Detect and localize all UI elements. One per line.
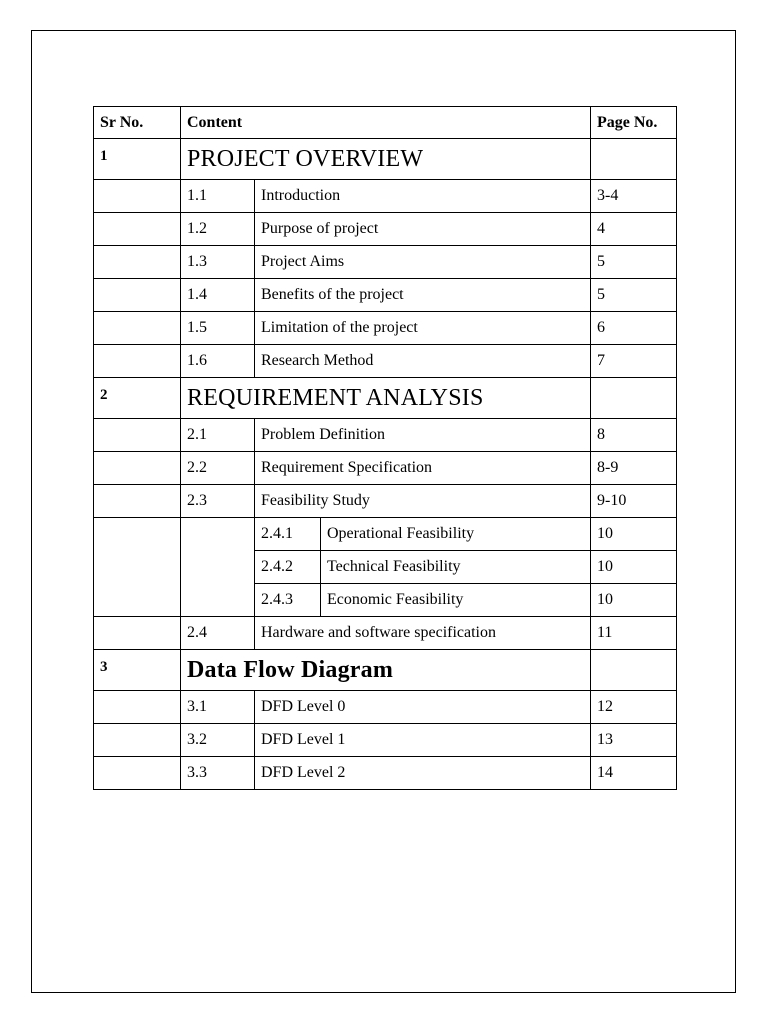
table-row bbox=[94, 279, 677, 312]
item-page: 8-9 bbox=[591, 452, 677, 485]
item-page: 7 bbox=[591, 345, 677, 378]
section-page bbox=[591, 139, 677, 180]
table-row bbox=[94, 345, 677, 378]
section-page bbox=[591, 378, 677, 419]
item-number: 3.2 bbox=[181, 724, 255, 757]
item-number: 3.1 bbox=[181, 691, 255, 724]
item-title: Research Method bbox=[255, 345, 591, 378]
item-title: Requirement Specification bbox=[255, 452, 591, 485]
section-title: PROJECT OVERVIEW bbox=[181, 139, 591, 180]
table-row bbox=[94, 724, 677, 757]
table-row bbox=[94, 246, 677, 279]
item-number: 2.3 bbox=[181, 485, 255, 518]
table-row bbox=[94, 180, 677, 213]
item-title: DFD Level 0 bbox=[255, 691, 591, 724]
section-row bbox=[94, 139, 677, 180]
table-row bbox=[94, 452, 677, 485]
item-page: 4 bbox=[591, 213, 677, 246]
item-number: 1.3 bbox=[181, 246, 255, 279]
section-number: 1 bbox=[94, 139, 181, 180]
subitem-title: Technical Feasibility bbox=[321, 551, 591, 584]
item-title: Hardware and software specification bbox=[255, 617, 591, 650]
item-number: 1.1 bbox=[181, 180, 255, 213]
subitem-title: Economic Feasibility bbox=[321, 584, 591, 617]
table-row bbox=[94, 485, 677, 518]
item-title: Project Aims bbox=[255, 246, 591, 279]
table-of-contents bbox=[93, 106, 677, 790]
item-title: Feasibility Study bbox=[255, 485, 591, 518]
item-page: 11 bbox=[591, 617, 677, 650]
table-row bbox=[94, 617, 677, 650]
item-number: 1.4 bbox=[181, 279, 255, 312]
section-title: Data Flow Diagram bbox=[181, 650, 591, 691]
subitem-page: 10 bbox=[591, 518, 677, 551]
item-number: 1.6 bbox=[181, 345, 255, 378]
item-number: 2.4 bbox=[181, 617, 255, 650]
item-page: 9-10 bbox=[591, 485, 677, 518]
section-page bbox=[591, 650, 677, 691]
item-number: 2.1 bbox=[181, 419, 255, 452]
item-number: 1.5 bbox=[181, 312, 255, 345]
item-page: 13 bbox=[591, 724, 677, 757]
subitem-page: 10 bbox=[591, 551, 677, 584]
item-page: 12 bbox=[591, 691, 677, 724]
item-title: Problem Definition bbox=[255, 419, 591, 452]
item-title: Purpose of project bbox=[255, 213, 591, 246]
subitem-number: 2.4.2 bbox=[255, 551, 321, 584]
section-number: 3 bbox=[94, 650, 181, 691]
item-title: DFD Level 1 bbox=[255, 724, 591, 757]
table-row bbox=[94, 312, 677, 345]
subitem-number: 2.4.3 bbox=[255, 584, 321, 617]
item-number: 3.3 bbox=[181, 757, 255, 790]
item-page: 5 bbox=[591, 279, 677, 312]
subitem-number: 2.4.1 bbox=[255, 518, 321, 551]
item-page: 6 bbox=[591, 312, 677, 345]
item-number: 2.2 bbox=[181, 452, 255, 485]
section-row bbox=[94, 650, 677, 691]
section-title: REQUIREMENT ANALYSIS bbox=[181, 378, 591, 419]
item-page: 14 bbox=[591, 757, 677, 790]
subitem-title: Operational Feasibility bbox=[321, 518, 591, 551]
table-row bbox=[94, 213, 677, 246]
item-number: 1.2 bbox=[181, 213, 255, 246]
subitem-page: 10 bbox=[591, 584, 677, 617]
table-row bbox=[94, 518, 677, 551]
item-title: Benefits of the project bbox=[255, 279, 591, 312]
item-title: Limitation of the project bbox=[255, 312, 591, 345]
table-row bbox=[94, 757, 677, 790]
item-page: 3-4 bbox=[591, 180, 677, 213]
item-title: Introduction bbox=[255, 180, 591, 213]
content-header: Content bbox=[181, 107, 591, 139]
item-page: 5 bbox=[591, 246, 677, 279]
table-header-row bbox=[94, 107, 677, 139]
section-number: 2 bbox=[94, 378, 181, 419]
item-page: 8 bbox=[591, 419, 677, 452]
table-row bbox=[94, 419, 677, 452]
sr-no-header: Sr No. bbox=[94, 107, 181, 139]
page-no-header: Page No. bbox=[591, 107, 677, 139]
section-row bbox=[94, 378, 677, 419]
table-row bbox=[94, 691, 677, 724]
item-title: DFD Level 2 bbox=[255, 757, 591, 790]
